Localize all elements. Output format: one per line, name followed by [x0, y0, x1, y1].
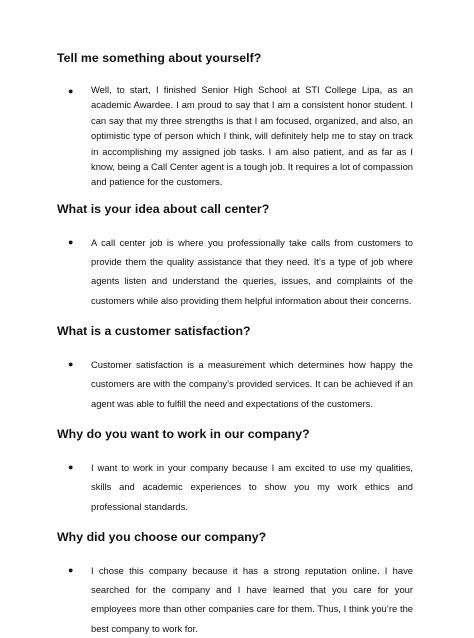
qa-section-customer-satisfaction — [57, 324, 413, 413]
qa-section-why-choose-company — [57, 530, 413, 638]
answer-text: I chose this company because it has a strong reputation online. I have searched for the company and I have learned that you care for your employees more than other companies care for them. Thus, I think you’re the best company to work for. — [91, 564, 413, 634]
answer-item — [57, 561, 413, 638]
bullet-icon: ● — [68, 236, 74, 247]
answer-text: Well, to start, I finished Senior High School at STI College Lipa, as an academic Awardee. I am proud to say that I am a consistent honor student. I can say that my three strengths is that I am focused, organized, and also, an optimistic type of person which I think, will definitely help me to stay on track in accomplishing my assigned job tasks. I am also patient, and as far as I know, being a Call Center agent is a tough job. It requires a lot of compassion and patience for the customers. — [91, 84, 413, 188]
question-heading: Why do you want to work in our company? — [57, 426, 310, 441]
qa-section-about-yourself — [57, 51, 413, 190]
bullet-icon: ● — [68, 359, 74, 370]
bullet-icon: ● — [68, 564, 74, 575]
answer-item — [57, 82, 413, 190]
answer-text: Customer satisfaction is a measurement which determines how happy the customers are with the company’s provided services. It can be achieved if an agent was able to fulfill the need and expectations of the customers. — [91, 359, 413, 409]
answer-text: A call center job is where you professionally take calls from customers to provide them the quality assistance that they need. It’s a type of job where agents listen and understand the queries, issues, and complaints of the customers while also providing them helpful information about their concerns. — [91, 236, 413, 306]
answer-text: I want to work in your company because I am excited to use my qualities, skills and academic experiences to show you my work ethics and professional standards. — [91, 461, 413, 512]
bullet-icon: ● — [68, 86, 74, 96]
question-heading: Why did you choose our company? — [57, 529, 267, 544]
qa-section-why-work-here — [57, 427, 413, 516]
question-heading: What is your idea about call center? — [57, 201, 270, 216]
bullet-icon: ● — [68, 461, 74, 472]
qa-section-call-center-idea — [57, 202, 413, 310]
question-heading: What is a customer satisfaction? — [57, 324, 251, 339]
answer-item — [57, 233, 413, 310]
answer-item — [57, 458, 413, 516]
answer-item — [57, 355, 413, 413]
question-heading: Tell me something about yourself? — [57, 51, 262, 65]
